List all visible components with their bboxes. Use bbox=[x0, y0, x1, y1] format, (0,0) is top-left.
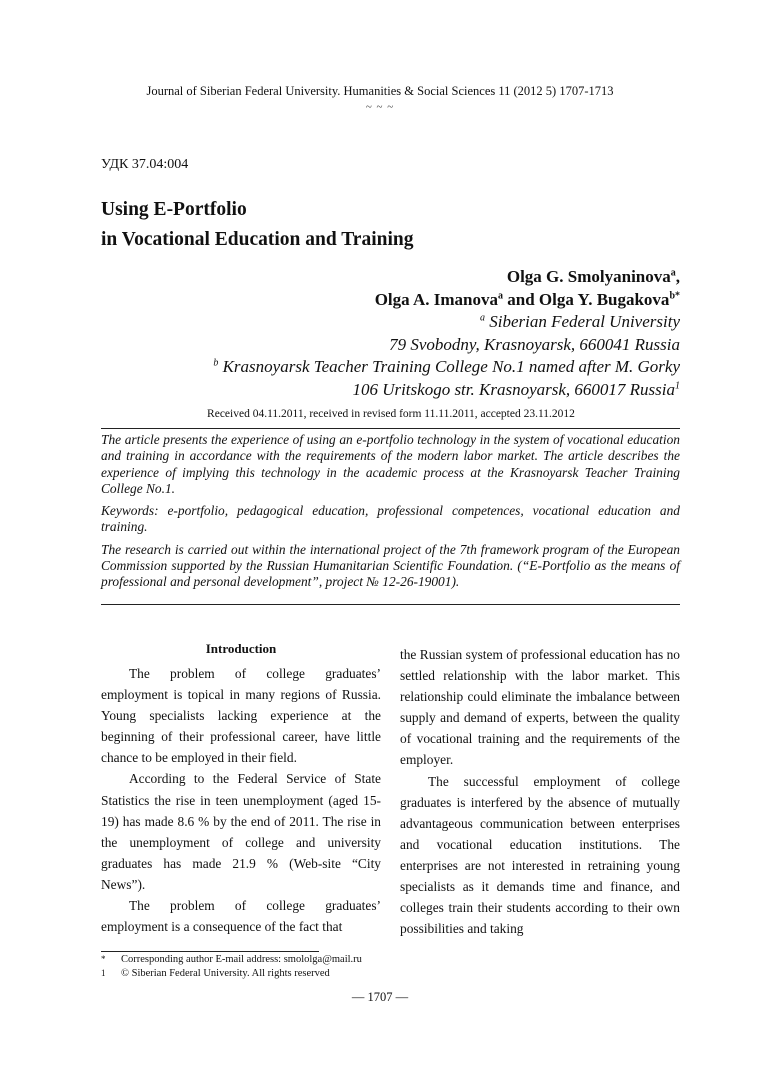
body-column-left bbox=[101, 640, 381, 937]
funding-note: The research is carried out within the international project of the 7th framework program of the European Commission supported by the Russian Humanitarian Scientific Foundation. (“E-Portfolio as the means of professional and personal development”, project № 12-26-19001). bbox=[101, 541, 680, 590]
affiliation-a-address: 79 Svobodny, Krasnoyarsk, 660041 Russia bbox=[389, 334, 680, 354]
author-name-3: Olga Y. Bugakova bbox=[538, 289, 670, 309]
paragraph: According to the Federal Service of State Statistics the rise in teen unemployment (aged 15-19) has made 8.6 % by the end of 2011. The rise in the unemployment of college and university graduates has made 21.9 % (Web-site “City News”). bbox=[101, 771, 381, 892]
paragraph: The successful employment of college graduates is interfered by the absence of mutually advantageous communication between enterprises and vocational education institutions. The enterprises are not interested in retraining young specialists as it demands time and finance, and colleges train their students according to their own possibilities and taking bbox=[400, 773, 680, 937]
author-sup-2: a bbox=[497, 289, 503, 301]
paragraph: The problem of college graduates’ employment is topical in many regions of Russia. Young specialists lacking experience at the beginning of their professional career, have little chance to be employed in their field. bbox=[101, 666, 381, 766]
footnote-2: 1 © Siberian Federal University. All rights reserved bbox=[101, 967, 330, 979]
received-dates: Received 04.11.2011, received in revised form 11.11.2011, accepted 23.11.2012 bbox=[207, 408, 575, 420]
authors-block bbox=[213, 266, 680, 401]
abstract-top-rule bbox=[101, 428, 680, 429]
footnotes bbox=[101, 953, 362, 980]
footnote-1: * Corresponding author E-mail address: smololga@mail.ru bbox=[101, 954, 362, 965]
title-line-1: Using E-Portfolio bbox=[101, 199, 247, 220]
page-number: — 1707 — bbox=[351, 990, 409, 1004]
author-sup-3: b* bbox=[669, 289, 680, 301]
udk-code: УДК 37.04:004 bbox=[101, 157, 189, 172]
abstract bbox=[101, 432, 680, 597]
author-line-1: Olga G. Smolyaninova$^a$, bbox=[506, 267, 680, 286]
journal-header: Journal of Siberian Federal University. Humanities & Social Sciences 11 (2012 5) 1707-1713 bbox=[146, 84, 614, 98]
author-line-2: Olga A. Imanova$^a$ and Olga Y. Bugakova$^{b*}$ bbox=[374, 289, 680, 309]
paragraph: the Russian system of professional education has no settled relationship with the labor market. This relationship could eliminate the imbalance between supply and demand of experts, between the quality of vocational training and the requirements of the employer. bbox=[400, 647, 680, 768]
affiliation-b: $^b$ Krasnoyarsk Teacher Training College No.1 named after M. Gorky bbox=[213, 357, 680, 376]
header-divider: ~ ~ ~ bbox=[365, 101, 395, 113]
footnote-rule bbox=[101, 951, 319, 952]
keywords: Keywords: e-portfolio, pedagogical education, professional competences, vocational education and training. bbox=[101, 503, 680, 535]
abstract-bottom-rule bbox=[101, 604, 680, 605]
affiliation-b-address: 106 Uritskogo str. Krasnoyarsk, 660017 Russia$^1$ bbox=[352, 379, 680, 399]
title-line-2: in Vocational Education and Training bbox=[101, 229, 414, 250]
author-name-2: Olga A. Imanova bbox=[374, 289, 498, 309]
article-title bbox=[101, 195, 413, 255]
section-heading-introduction: Introduction bbox=[205, 641, 277, 656]
affiliation-a: $^a$ Siberian Federal University bbox=[480, 312, 680, 331]
body-column-right bbox=[400, 644, 680, 939]
author-sup-1: a bbox=[670, 267, 676, 279]
abstract-text: The article presents the experience of using an e-portfolio technology in the system of vocational education and training in accordance with the requirements of the modern labor market. The article describes the experience of implying this technology in the academic process at the Krasnoyarsk Teacher Training College No.1. bbox=[101, 432, 680, 496]
paragraph: The problem of college graduates’ employment is a consequence of the fact that bbox=[101, 898, 381, 935]
author-name-1: Olga G. Smolyaninova bbox=[506, 267, 671, 286]
